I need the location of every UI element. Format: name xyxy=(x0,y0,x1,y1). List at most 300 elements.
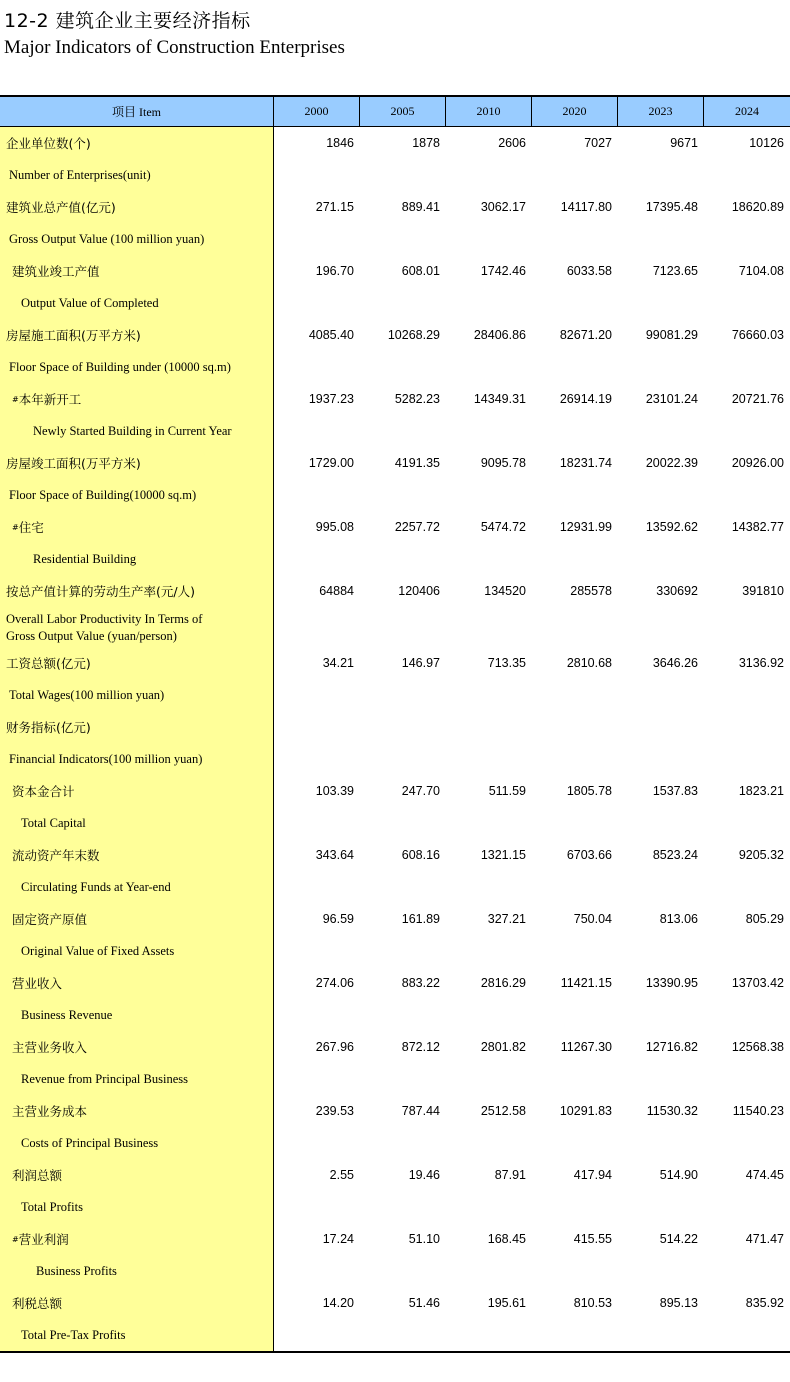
value-cell: 514.22 xyxy=(659,1232,698,1246)
value-cell xyxy=(360,1191,446,1223)
value-cell xyxy=(446,999,532,1031)
value-cell: 161.89 xyxy=(401,912,440,926)
table-row xyxy=(274,743,790,775)
row-label-cell xyxy=(0,1031,273,1063)
value-cell: 12568.38 xyxy=(731,1040,784,1054)
page-title-en: Major Indicators of Construction Enterprises xyxy=(4,37,345,58)
value-cell xyxy=(274,351,360,383)
value-cell: 12931.99 xyxy=(559,520,612,534)
value-cell: 14117.80 xyxy=(560,200,612,214)
table-row xyxy=(274,255,790,287)
value-cell xyxy=(360,351,446,383)
page-title-cn: 12-2 建筑企业主要经济指标 xyxy=(4,10,251,32)
value-cell xyxy=(704,351,790,383)
row-label-cell xyxy=(0,1319,273,1351)
value-cell: 895.13 xyxy=(659,1296,698,1310)
value-cell: 196.70 xyxy=(315,264,354,278)
row-label-text: 利润总额 xyxy=(12,1168,63,1183)
row-label xyxy=(21,1191,271,1223)
value-cell xyxy=(532,287,618,319)
row-label-text: 流动资产年末数 xyxy=(12,848,100,863)
value-cell: 835.92 xyxy=(745,1296,784,1310)
value-cell: 20721.76 xyxy=(731,392,784,406)
value-cell: 3062.17 xyxy=(480,200,526,214)
value-cell: 2801.82 xyxy=(480,1040,526,1054)
value-cell: 889.41 xyxy=(401,200,440,214)
value-cell xyxy=(532,679,618,711)
row-label-cell xyxy=(0,159,273,191)
value-cell: 87.91 xyxy=(494,1168,526,1182)
row-label-cell xyxy=(0,1159,273,1191)
value-cell xyxy=(274,479,360,511)
table-row xyxy=(274,479,790,511)
row-label xyxy=(9,743,271,775)
row-label-text: Costs of Principal Business xyxy=(21,1135,159,1150)
value-cell xyxy=(360,607,446,647)
row-label-cell xyxy=(0,511,273,543)
header-year: 2005 xyxy=(360,97,446,126)
value-cell: 11421.15 xyxy=(560,976,612,990)
value-cell xyxy=(446,159,532,191)
table-row xyxy=(274,1159,790,1191)
value-cell xyxy=(704,415,790,447)
row-label-text: Total Capital xyxy=(21,815,86,830)
row-label xyxy=(12,903,271,935)
value-cell xyxy=(274,607,360,647)
value-cell xyxy=(532,935,618,967)
value-cell xyxy=(532,1255,618,1287)
value-cell xyxy=(446,287,532,319)
row-label-cell xyxy=(0,871,273,903)
row-label-text: 建筑业总产值(亿元) xyxy=(6,200,116,215)
value-cell: 2257.72 xyxy=(394,520,440,534)
value-cell: 343.64 xyxy=(315,848,354,862)
value-cell xyxy=(618,1127,704,1159)
row-label-text: Total Pre-Tax Profits xyxy=(21,1327,126,1342)
value-cell xyxy=(446,543,532,575)
value-cell xyxy=(274,807,360,839)
row-label xyxy=(6,447,271,479)
value-cell: 3646.26 xyxy=(652,656,698,670)
value-cell: 20022.39 xyxy=(645,456,698,470)
row-label-text: 利税总额 xyxy=(12,1296,63,1311)
value-cell xyxy=(618,1319,704,1351)
row-label xyxy=(6,711,271,743)
row-label-text: 按总产值计算的劳动生产率(元/人) xyxy=(6,584,195,599)
value-cell xyxy=(360,1319,446,1351)
value-cell xyxy=(274,871,360,903)
row-label xyxy=(21,871,271,903)
value-cell: 2810.68 xyxy=(566,656,612,670)
value-cell: 883.22 xyxy=(401,976,440,990)
value-cell xyxy=(446,479,532,511)
value-cell xyxy=(360,1127,446,1159)
table-row xyxy=(274,1031,790,1063)
header-item: 项目 Item xyxy=(0,97,274,126)
row-label-cell xyxy=(0,127,273,159)
table-row xyxy=(274,807,790,839)
row-label-text: 房屋施工面积(万平方米) xyxy=(6,328,141,343)
value-cell xyxy=(704,807,790,839)
row-label-cell xyxy=(0,607,273,647)
table-row xyxy=(274,351,790,383)
value-cell xyxy=(618,711,704,743)
value-cell xyxy=(532,743,618,775)
row-label xyxy=(21,1319,271,1351)
row-label-text: 主营业务收入 xyxy=(12,1040,88,1055)
row-label-text: Floor Space of Building(10000 sq.m) xyxy=(9,487,197,502)
value-cell xyxy=(360,807,446,839)
table-row xyxy=(274,871,790,903)
row-label-text: Overall Labor Productivity In Terms of Gross Output Value (yuan/person) xyxy=(6,612,203,643)
value-cell xyxy=(704,607,790,647)
value-cell: 17395.48 xyxy=(645,200,698,214)
row-label-text: 财务指标(亿元) xyxy=(6,720,91,735)
value-cell: 9095.78 xyxy=(480,456,526,470)
value-cell xyxy=(618,223,704,255)
value-cell xyxy=(618,415,704,447)
value-cell: 134520 xyxy=(484,584,526,598)
table-row xyxy=(274,967,790,999)
value-cell: 810.53 xyxy=(573,1296,612,1310)
value-cell xyxy=(704,543,790,575)
table-row xyxy=(274,1063,790,1095)
row-label-cell xyxy=(0,999,273,1031)
value-cell: 872.12 xyxy=(401,1040,440,1054)
data-column xyxy=(274,127,790,1351)
value-cell xyxy=(446,415,532,447)
row-label-text: 营业利润 xyxy=(18,1232,69,1247)
value-cell xyxy=(532,711,618,743)
row-label xyxy=(21,935,271,967)
value-cell: 13703.42 xyxy=(731,976,784,990)
table-row xyxy=(274,223,790,255)
row-label xyxy=(12,1031,271,1063)
value-cell: 11267.30 xyxy=(560,1040,612,1054)
table-row xyxy=(274,383,790,415)
table-row xyxy=(274,575,790,607)
value-cell xyxy=(532,999,618,1031)
value-cell xyxy=(704,1063,790,1095)
value-cell: 12716.82 xyxy=(645,1040,698,1054)
value-cell: 6033.58 xyxy=(566,264,612,278)
value-cell: 391810 xyxy=(742,584,784,598)
value-cell xyxy=(274,1191,360,1223)
value-cell xyxy=(274,1127,360,1159)
value-cell: 813.06 xyxy=(659,912,698,926)
value-cell: 2606 xyxy=(498,136,526,150)
row-label-cell xyxy=(0,839,273,871)
row-label xyxy=(9,223,271,255)
table-row xyxy=(274,511,790,543)
row-label xyxy=(9,679,271,711)
value-cell: 6703.66 xyxy=(566,848,612,862)
value-cell xyxy=(274,743,360,775)
row-label-cell xyxy=(0,967,273,999)
row-label-cell xyxy=(0,447,273,479)
value-cell: 14382.77 xyxy=(731,520,784,534)
value-cell xyxy=(274,935,360,967)
row-label-text: 房屋竣工面积(万平方米) xyxy=(6,456,141,471)
value-cell: 271.15 xyxy=(315,200,354,214)
value-cell xyxy=(532,1191,618,1223)
value-cell xyxy=(532,159,618,191)
footnote-mark: # xyxy=(12,394,19,404)
row-label-cell xyxy=(0,1287,273,1319)
value-cell xyxy=(360,479,446,511)
row-label-cell xyxy=(0,1191,273,1223)
row-label xyxy=(9,159,271,191)
row-label-cell xyxy=(0,1095,273,1127)
value-cell xyxy=(274,223,360,255)
row-label xyxy=(33,415,271,447)
row-label-text: Floor Space of Building under (10000 sq.m) xyxy=(9,359,231,374)
row-label-cell xyxy=(0,647,273,679)
value-cell: 120406 xyxy=(398,584,440,598)
value-cell xyxy=(618,1255,704,1287)
row-label-text: 主营业务成本 xyxy=(12,1104,88,1119)
table-row xyxy=(274,1319,790,1351)
table-row xyxy=(274,607,790,647)
value-cell xyxy=(704,479,790,511)
table-row xyxy=(274,415,790,447)
table-row xyxy=(274,711,790,743)
value-cell xyxy=(532,1127,618,1159)
row-label xyxy=(33,543,271,575)
table-row xyxy=(274,775,790,807)
value-cell: 13592.62 xyxy=(645,520,698,534)
row-label xyxy=(12,967,271,999)
value-cell: 99081.29 xyxy=(645,328,698,342)
value-cell: 330692 xyxy=(656,584,698,598)
row-label-cell xyxy=(0,1063,273,1095)
row-label-text: Business Revenue xyxy=(21,1007,113,1022)
value-cell: 805.29 xyxy=(745,912,784,926)
value-cell xyxy=(618,607,704,647)
value-cell xyxy=(618,807,704,839)
row-label xyxy=(12,775,271,807)
value-cell: 23101.24 xyxy=(645,392,698,406)
value-cell: 787.44 xyxy=(401,1104,440,1118)
value-cell xyxy=(274,711,360,743)
footnote-mark: # xyxy=(12,522,19,532)
table-row xyxy=(274,287,790,319)
value-cell: 11530.32 xyxy=(646,1104,698,1118)
row-label xyxy=(6,191,271,223)
value-cell xyxy=(446,223,532,255)
value-cell: 5282.23 xyxy=(394,392,440,406)
value-cell xyxy=(446,935,532,967)
value-cell: 511.59 xyxy=(488,784,526,798)
value-cell xyxy=(532,607,618,647)
row-label xyxy=(12,1095,271,1127)
value-cell xyxy=(360,415,446,447)
value-cell xyxy=(446,807,532,839)
value-cell xyxy=(704,1319,790,1351)
value-cell xyxy=(532,871,618,903)
value-cell: 11540.23 xyxy=(732,1104,784,1118)
value-cell: 1846 xyxy=(326,136,354,150)
value-cell: 608.16 xyxy=(401,848,440,862)
value-cell: 1742.46 xyxy=(480,264,526,278)
value-cell xyxy=(618,1191,704,1223)
value-cell xyxy=(704,679,790,711)
value-cell: 18620.89 xyxy=(731,200,784,214)
value-cell xyxy=(360,1255,446,1287)
header-year: 2024 xyxy=(735,104,759,118)
row-label xyxy=(6,127,271,159)
value-cell: 267.96 xyxy=(315,1040,354,1054)
value-cell xyxy=(360,543,446,575)
row-label-text: Gross Output Value (100 million yuan) xyxy=(9,231,205,246)
value-cell xyxy=(274,1255,360,1287)
value-cell: 26914.19 xyxy=(559,392,612,406)
value-cell xyxy=(360,935,446,967)
value-cell: 327.21 xyxy=(487,912,526,926)
label-column xyxy=(0,127,274,1351)
value-cell: 285578 xyxy=(570,584,612,598)
value-cell: 1878 xyxy=(412,136,440,150)
row-label-cell xyxy=(0,191,273,223)
value-cell xyxy=(532,223,618,255)
row-label-text: Financial Indicators(100 million yuan) xyxy=(9,751,203,766)
value-cell: 474.45 xyxy=(745,1168,784,1182)
value-cell xyxy=(446,1191,532,1223)
value-cell xyxy=(618,351,704,383)
footnote-mark: # xyxy=(12,1234,19,1244)
value-cell: 750.04 xyxy=(573,912,612,926)
row-label xyxy=(12,383,271,415)
value-cell: 19.46 xyxy=(408,1168,440,1182)
row-label xyxy=(21,287,271,319)
value-cell xyxy=(274,287,360,319)
value-cell: 2816.29 xyxy=(480,976,526,990)
row-label xyxy=(12,1159,271,1191)
row-label-cell xyxy=(0,319,273,351)
row-label-cell xyxy=(0,543,273,575)
row-label xyxy=(6,647,271,679)
row-label-text: Circulating Funds at Year-end xyxy=(21,879,171,894)
value-cell: 14.20 xyxy=(322,1296,354,1310)
value-cell xyxy=(532,543,618,575)
value-cell xyxy=(532,1319,618,1351)
row-label xyxy=(21,1127,271,1159)
row-label xyxy=(21,807,271,839)
value-cell: 18231.74 xyxy=(559,456,612,470)
row-label-text: 工资总额(亿元) xyxy=(6,656,91,671)
row-label-cell xyxy=(0,903,273,935)
value-cell xyxy=(532,415,618,447)
table-header xyxy=(0,97,790,127)
value-cell: 10291.83 xyxy=(559,1104,612,1118)
value-cell: 2512.58 xyxy=(480,1104,526,1118)
value-cell: 9205.32 xyxy=(738,848,784,862)
value-cell: 995.08 xyxy=(315,520,354,534)
row-label-cell xyxy=(0,775,273,807)
value-cell xyxy=(360,287,446,319)
value-cell: 417.94 xyxy=(573,1168,612,1182)
indicators-table xyxy=(0,95,790,1353)
row-label-cell xyxy=(0,1255,273,1287)
value-cell xyxy=(274,159,360,191)
value-cell: 82671.20 xyxy=(559,328,612,342)
value-cell xyxy=(360,679,446,711)
table-row xyxy=(274,1095,790,1127)
value-cell xyxy=(704,159,790,191)
header-year: 2010 xyxy=(446,97,532,126)
value-cell: 146.97 xyxy=(401,656,440,670)
value-cell xyxy=(532,1063,618,1095)
value-cell xyxy=(360,871,446,903)
value-cell xyxy=(704,1127,790,1159)
row-label-text: Revenue from Principal Business xyxy=(21,1071,188,1086)
row-label-text: Residential Building xyxy=(33,551,137,566)
row-label-cell xyxy=(0,415,273,447)
table-row xyxy=(274,447,790,479)
value-cell: 14349.31 xyxy=(473,392,526,406)
header-year: 2020 xyxy=(532,97,618,126)
value-cell xyxy=(532,479,618,511)
value-cell: 4085.40 xyxy=(308,328,354,342)
value-cell xyxy=(704,743,790,775)
row-label-text: Business Profits xyxy=(36,1263,117,1278)
value-cell xyxy=(446,351,532,383)
value-cell xyxy=(618,935,704,967)
value-cell xyxy=(446,743,532,775)
row-label xyxy=(9,351,271,383)
row-label-text: 资本金合计 xyxy=(12,784,75,799)
row-label-text: Total Profits xyxy=(21,1199,83,1214)
value-cell: 195.61 xyxy=(487,1296,526,1310)
table-row xyxy=(274,1127,790,1159)
value-cell: 608.01 xyxy=(401,264,440,278)
row-label xyxy=(12,839,271,871)
row-label xyxy=(12,1223,271,1255)
value-cell xyxy=(360,711,446,743)
value-cell: 247.70 xyxy=(401,784,440,798)
value-cell xyxy=(618,159,704,191)
value-cell xyxy=(704,223,790,255)
value-cell: 4191.35 xyxy=(394,456,440,470)
value-cell: 34.21 xyxy=(322,656,354,670)
value-cell: 1823.21 xyxy=(738,784,784,798)
value-cell: 2.55 xyxy=(329,1168,354,1182)
value-cell xyxy=(618,287,704,319)
value-cell: 76660.03 xyxy=(731,328,784,342)
value-cell: 10126 xyxy=(749,136,784,150)
table-row xyxy=(274,679,790,711)
value-cell xyxy=(360,743,446,775)
row-label-cell xyxy=(0,743,273,775)
row-label-cell xyxy=(0,807,273,839)
row-label xyxy=(36,1255,271,1287)
value-cell: 9671 xyxy=(670,136,698,150)
table-row xyxy=(274,647,790,679)
row-label-cell xyxy=(0,575,273,607)
value-cell xyxy=(704,999,790,1031)
row-label-text: Number of Enterprises(unit) xyxy=(9,167,151,182)
value-cell: 7027 xyxy=(584,136,612,150)
value-cell xyxy=(360,159,446,191)
row-label-cell xyxy=(0,679,273,711)
value-cell xyxy=(704,1255,790,1287)
value-cell xyxy=(618,1063,704,1095)
value-cell: 1805.78 xyxy=(566,784,612,798)
row-label-cell xyxy=(0,287,273,319)
value-cell xyxy=(532,807,618,839)
table-row xyxy=(274,159,790,191)
value-cell: 28406.86 xyxy=(473,328,526,342)
